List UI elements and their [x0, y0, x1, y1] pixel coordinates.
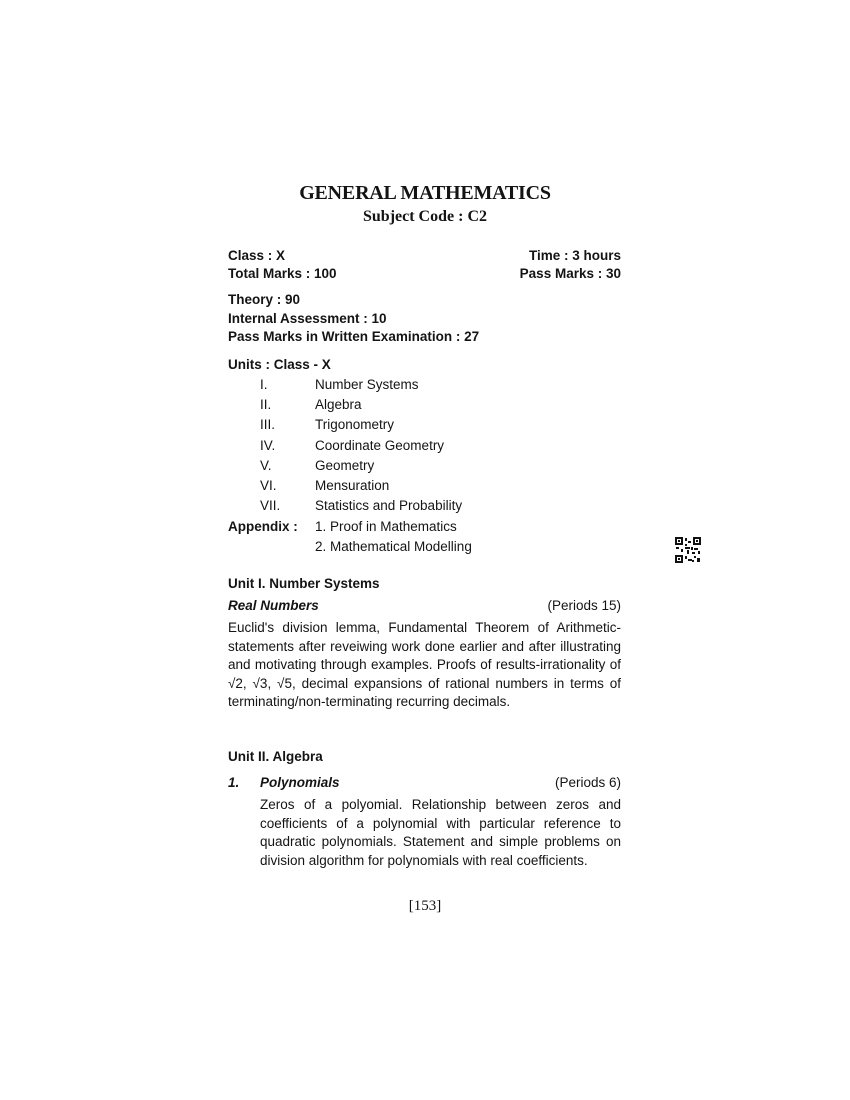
topic-periods: (Periods 6)	[554, 775, 621, 790]
total-marks-label: Total Marks : 100	[228, 266, 337, 281]
time-label: Time : 3 hours	[528, 248, 621, 263]
appendix-item: 1. Proof in Mathematics	[315, 519, 457, 534]
unit-2-description: Zeros of a polyomial. Relationship between zeros and coefficients of a polynomial with particular reference to quadratic polynomials. Statement and simple problems on division algorithm for polynomials with real coefficients.	[260, 797, 621, 868]
units-heading: Units : Class - X	[228, 357, 331, 372]
marks-row	[228, 265, 621, 283]
topic-title: Real Numbers	[228, 598, 319, 613]
unit-1-topic-row	[228, 597, 621, 615]
unit-1-heading: Unit I. Number Systems	[228, 576, 380, 591]
class-label: Class : X	[228, 248, 286, 263]
subject-code: Subject Code : C2	[363, 208, 487, 225]
pass-marks-label: Pass Marks : 30	[519, 266, 621, 281]
pass-marks-written-label: Pass Marks in Written Examination : 27	[228, 329, 480, 344]
appendix-item: 2. Mathematical Modelling	[315, 539, 472, 554]
unit-number: V.	[260, 458, 272, 473]
unit-number: II.	[260, 397, 272, 412]
topic-number: 1.	[228, 775, 240, 790]
unit-name: Trigonometry	[315, 417, 395, 432]
unit-number: III.	[260, 417, 276, 432]
unit-name: Algebra	[315, 397, 362, 412]
class-time-row	[228, 247, 621, 265]
unit-name: Geometry	[315, 458, 375, 473]
topic-periods: (Periods 15)	[547, 598, 621, 613]
page-number: [153]	[408, 898, 442, 914]
unit-name: Statistics and Probability	[315, 498, 463, 513]
appendix-label: Appendix :	[228, 519, 298, 534]
unit-number: VI.	[260, 478, 277, 493]
theory-label: Theory : 90	[228, 292, 301, 307]
unit-name: Mensuration	[315, 478, 390, 493]
unit-number: VII.	[260, 498, 281, 513]
unit-number: I.	[260, 377, 268, 392]
page-title: GENERAL MATHEMATICS	[299, 182, 551, 204]
qr-code-icon	[675, 537, 701, 563]
unit-name: Number Systems	[315, 377, 419, 392]
unit-number: IV.	[260, 438, 276, 453]
unit-1-description: Euclid's division lemma, Fundamental Theorem of Arithmetic-statements after reveiwing work done earlier and after illustrating and motivating through examples. Proofs of results-irrationality of √2, √3, √5, decimal expansions of rational numbers in terms of terminating/non-terminating recurring decimals.	[228, 620, 621, 710]
unit-2-topic-row	[228, 774, 621, 792]
topic-name: Polynomials	[260, 775, 340, 790]
topic-title	[228, 774, 340, 792]
internal-assessment-label: Internal Assessment : 10	[228, 311, 387, 326]
unit-2-heading: Unit II. Algebra	[228, 749, 323, 764]
unit-name: Coordinate Geometry	[315, 438, 445, 453]
